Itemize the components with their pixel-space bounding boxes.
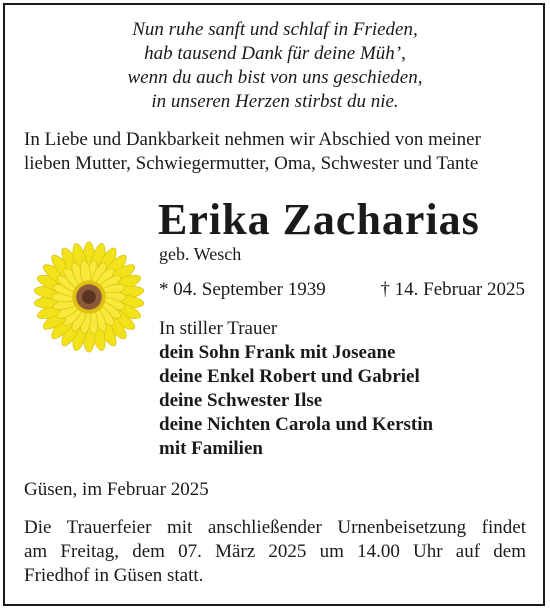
- intro-line: In Liebe und Dankbarkeit nehmen wir Abschied von meiner: [24, 129, 481, 150]
- mourners-list: [159, 317, 433, 461]
- mourner-line: mit Familien: [159, 438, 263, 459]
- gerbera-flower-icon: [30, 238, 148, 356]
- poem-line: in unseren Herzen stirbst du nie.: [151, 91, 399, 112]
- ceremony-line: Friedhof in Güsen statt.: [24, 565, 204, 586]
- mourner-line: deine Nichten Carola und Kerstin: [159, 414, 434, 435]
- birth-date: * 04. September 1939: [159, 279, 326, 300]
- mourner-line: dein Sohn Frank mit Joseane: [159, 342, 396, 363]
- deceased-name: Erika Zacharias: [158, 195, 480, 244]
- ceremony-notice: [24, 516, 526, 588]
- mourners-heading: In stiller Trauer: [159, 318, 278, 339]
- born-name: geb. Wesch: [159, 244, 242, 264]
- poem-line: Nun ruhe sanft und schlaf in Frieden,: [132, 19, 418, 40]
- place-date: Güsen, im Februar 2025: [24, 479, 209, 500]
- intro-text: [24, 128, 534, 176]
- poem-line: wenn du auch bist von uns geschieden,: [127, 67, 423, 88]
- poem-line: hab tausend Dank für deine Müh’,: [144, 43, 406, 64]
- ceremony-line: Die Trauerfeier mit anschließender Urnenbeisetzung findet: [24, 517, 526, 538]
- poem: [0, 18, 550, 114]
- mourner-line: deine Enkel Robert und Gabriel: [159, 366, 420, 387]
- intro-line: lieben Mutter, Schwiegermutter, Oma, Schwester und Tante: [24, 153, 479, 174]
- death-date: † 14. Februar 2025: [380, 279, 525, 300]
- ceremony-line: am Freitag, dem 07. März 2025 um 14.00 Uhr auf dem: [24, 541, 526, 562]
- mourner-line: deine Schwester Ilse: [159, 390, 323, 411]
